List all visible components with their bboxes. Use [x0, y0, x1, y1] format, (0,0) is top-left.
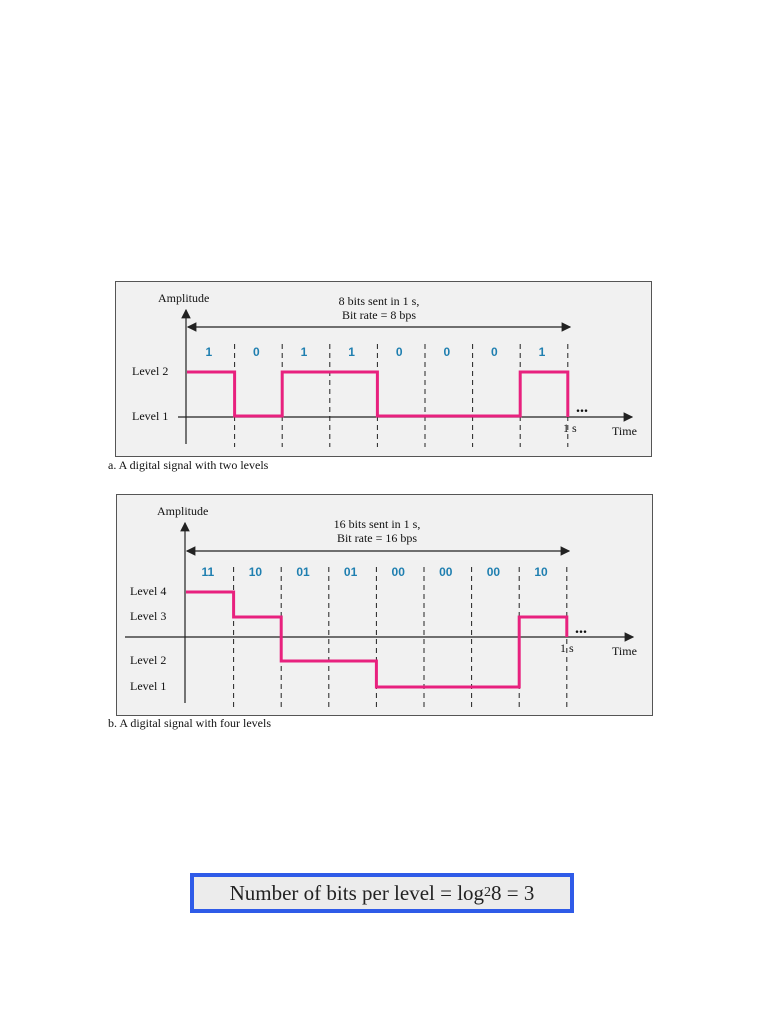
figure-a-caption: a. A digital signal with two levels — [108, 458, 269, 472]
figure-a-panel — [115, 281, 652, 457]
bits-per-level-formula — [190, 873, 574, 913]
end-tick-label: 1 s — [563, 421, 577, 435]
formula-log-base: 2 — [484, 885, 492, 900]
continuation-ellipsis: ... — [575, 620, 587, 637]
amplitude-label: Amplitude — [158, 291, 210, 305]
time-label: Time — [612, 644, 637, 658]
formula-prefix: Number of bits per level = log — [229, 880, 485, 905]
bit-label: 00 — [391, 565, 405, 579]
bit-rate-text: Bit rate = 8 bps — [341, 308, 417, 322]
bit-label: 0 — [443, 345, 451, 359]
level-label: Level 1 — [132, 409, 169, 423]
amplitude-label: Amplitude — [157, 504, 209, 518]
bit-label: 00 — [486, 565, 501, 579]
bit-label: 1 — [205, 345, 213, 359]
figure-b-panel — [116, 494, 653, 716]
bit-label: 1 — [300, 345, 308, 359]
continuation-ellipsis: ... — [576, 399, 588, 416]
level-label: Level 3 — [130, 609, 167, 623]
figure-b-caption: b. A digital signal with four levels — [108, 716, 271, 730]
bit-label: 11 — [201, 565, 215, 579]
level-label: Level 2 — [132, 364, 169, 378]
time-label: Time — [612, 424, 637, 438]
bits-sent-text: 16 bits sent in 1 s, — [333, 517, 421, 531]
level-label: Level 4 — [130, 584, 167, 598]
bit-label: 0 — [395, 345, 403, 359]
bit-label: 00 — [439, 565, 453, 579]
end-tick-label: 1 s — [560, 641, 574, 655]
figure-b-diagram — [117, 495, 652, 715]
bit-label: 0 — [491, 345, 498, 359]
bit-rate-text: Bit rate = 16 bps — [336, 531, 418, 545]
bit-label: 10 — [248, 565, 263, 579]
level-label: Level 1 — [130, 679, 167, 693]
bit-label: 0 — [253, 345, 260, 359]
bit-label: 01 — [343, 565, 358, 579]
figure-a-diagram — [116, 282, 651, 456]
level-label: Level 2 — [130, 653, 167, 667]
signal-waveform — [187, 372, 568, 417]
bit-label: 1 — [538, 345, 546, 359]
bit-label: 01 — [296, 565, 310, 579]
formula-suffix: 8 = 3 — [491, 880, 535, 905]
bit-label: 1 — [348, 345, 355, 359]
bit-label: 10 — [534, 565, 548, 579]
bits-sent-text: 8 bits sent in 1 s, — [338, 294, 420, 308]
